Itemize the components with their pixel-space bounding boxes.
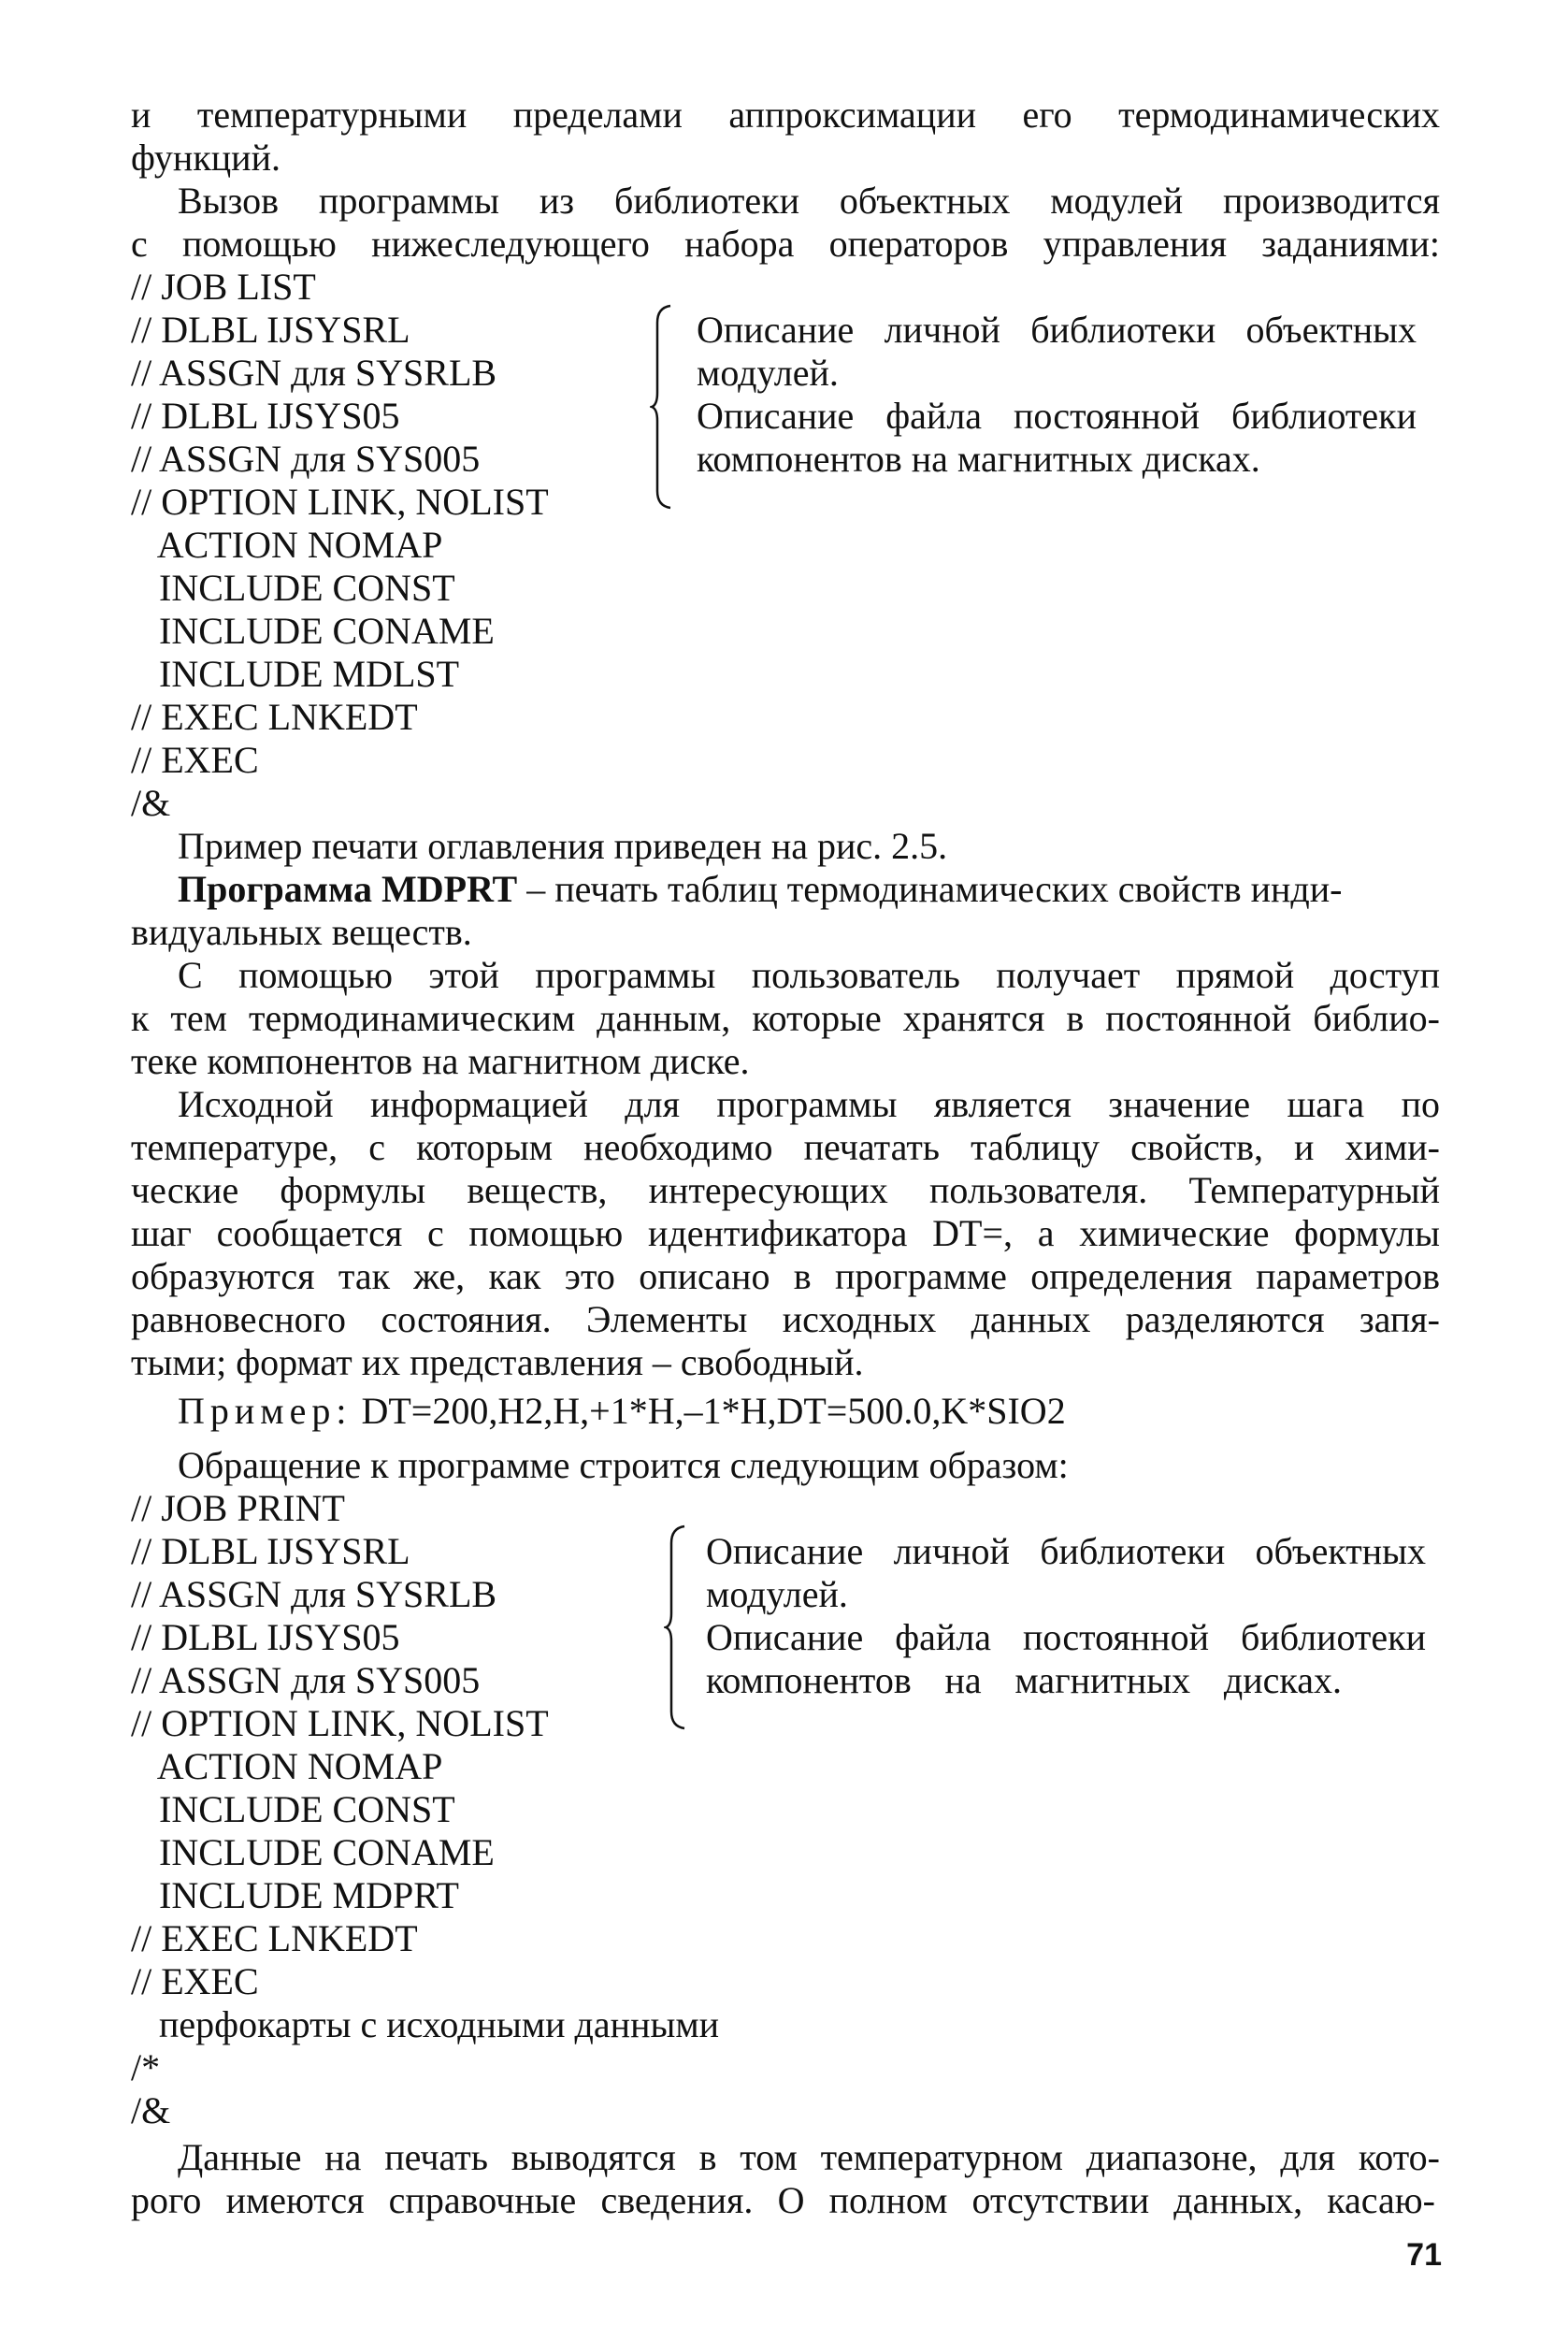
- text-line: с помощью нижеследующего набора операторов управления заданиями:: [131, 223, 1440, 265]
- text-line: Пример печати оглавления приведен на рис. 2.5.: [178, 825, 948, 867]
- code-line: // DLBL IJSYSRL: [131, 309, 410, 351]
- text-line: видуальных веществ.: [131, 911, 472, 953]
- note-line: Описание файла постоянной библиотеки: [697, 395, 1417, 437]
- text-line: равновесного состояния. Элементы исходных данных разделяются запя-: [131, 1298, 1440, 1340]
- code-line: ACTION NOMAP: [131, 1745, 443, 1787]
- note-line: Описание личной библиотеки объектных: [697, 309, 1417, 351]
- example-label: Пример:: [178, 1390, 352, 1432]
- text-line: функций.: [131, 137, 281, 179]
- code-line: /*: [131, 2046, 161, 2088]
- text-line: и температурными пределами аппроксимации его термодинамических: [131, 94, 1440, 136]
- curly-brace: [650, 304, 674, 510]
- code-line: ACTION NOMAP: [131, 524, 443, 566]
- code-line: // DLBL IJSYS05: [131, 395, 400, 437]
- code-line: INCLUDE MDPRT: [131, 1874, 459, 1916]
- code-line: // JOB LIST: [131, 266, 316, 308]
- curly-brace: [664, 1524, 688, 1730]
- code-line: // OPTION LINK, NOLIST: [131, 1702, 549, 1744]
- text-line: теке компонентов на магнитном диске.: [131, 1040, 750, 1082]
- code-line: // ASSGN для SYS005: [131, 1659, 481, 1701]
- text-span: – печать таблиц термодинамических свойств инди-: [517, 868, 1343, 910]
- code-line: // DLBL IJSYSRL: [131, 1530, 410, 1572]
- text-line: Данные на печать выводятся в том температурном диапазоне, для кото-: [178, 2136, 1440, 2178]
- code-line: INCLUDE CONAME: [131, 610, 495, 652]
- code-line: INCLUDE MDLST: [131, 653, 460, 695]
- code-line: INCLUDE CONST: [131, 1788, 455, 1830]
- note-line: Описание файла постоянной библиотеки: [706, 1616, 1426, 1658]
- code-line: // JOB PRINT: [131, 1487, 345, 1529]
- code-line: // ASSGN для SYS005: [131, 438, 481, 480]
- text-line: Исходной информацией для программы является значение шага по: [178, 1083, 1440, 1125]
- code-line: /&: [131, 2089, 171, 2131]
- example-line: [178, 1390, 1487, 1433]
- text-line: образуются так же, как это описано в программе определения параметров: [131, 1255, 1440, 1297]
- note-line: модулей.: [706, 1573, 848, 1615]
- text-line: рого имеются справочные сведения. О полном отсутствии данных, касаю-: [131, 2179, 1435, 2221]
- note-line: модулей.: [697, 352, 839, 394]
- code-line: INCLUDE CONST: [131, 567, 455, 609]
- code-line: // ASSGN для SYSRLB: [131, 352, 497, 394]
- text-line: к тем термодинамическим данным, которые хранятся в постоянной библио-: [131, 997, 1440, 1039]
- text-line: Обращение к программе строится следующим образом:: [178, 1444, 1069, 1486]
- text-line: температуре, с которым необходимо печатать таблицу свойств, и хими-: [131, 1126, 1440, 1168]
- code-line: INCLUDE CONAME: [131, 1831, 495, 1873]
- code-line: // EXEC: [131, 739, 259, 781]
- code-line: // EXEC LNKEDT: [131, 696, 418, 738]
- code-line: /&: [131, 782, 171, 824]
- page-number: 71: [1406, 2237, 1442, 2273]
- code-line: перфокарты с исходными данными: [131, 2003, 720, 2045]
- example-text: DT=200,H2,H,+1*H,–1*H,DT=500.0,K*SIO2: [352, 1390, 1066, 1432]
- code-line: // ASSGN для SYSRLB: [131, 1573, 497, 1615]
- note-line: компонентов на магнитных дисках.: [697, 438, 1260, 480]
- program-name: Программа MDPRT: [178, 868, 518, 910]
- note-line: Описание личной библиотеки объектных: [706, 1530, 1426, 1572]
- code-line: // DLBL IJSYS05: [131, 1616, 400, 1658]
- text-line: Вызов программы из библиотеки объектных модулей производится: [178, 180, 1440, 222]
- code-line: // EXEC LNKEDT: [131, 1917, 418, 1959]
- text-line: С помощью этой программы пользователь получает прямой доступ: [178, 954, 1440, 996]
- code-line: // OPTION LINK, NOLIST: [131, 481, 549, 523]
- text-line: шаг сообщается с помощью идентификатора DT=, а химические формулы: [131, 1212, 1440, 1254]
- note-line: компонентов на магнитных дисках.: [706, 1659, 1342, 1701]
- text-line: тыми; формат их представления – свободный.: [131, 1341, 864, 1383]
- text-line: ческие формулы веществ, интересующих пользователя. Температурный: [131, 1169, 1440, 1211]
- code-line: // EXEC: [131, 1960, 259, 2002]
- text-line: [178, 868, 1440, 911]
